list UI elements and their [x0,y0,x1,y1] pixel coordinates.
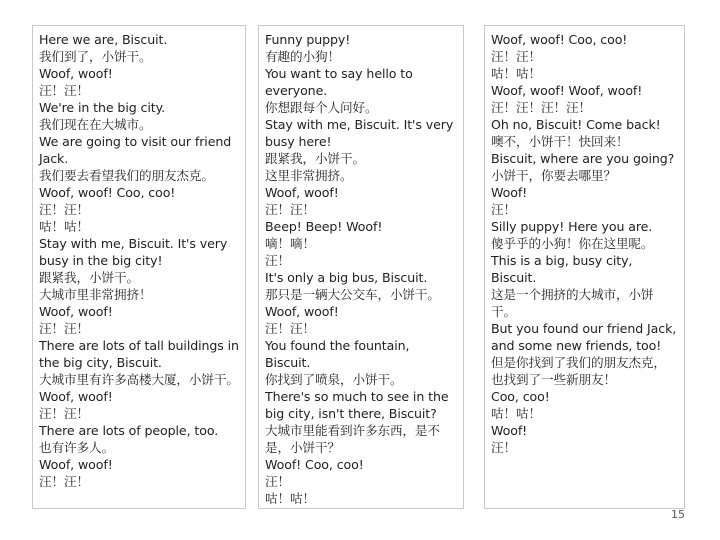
text-line: We're in the big city. [39,100,166,115]
text-line: 汪！ [491,440,516,455]
text-line: 汪！汪！ [39,406,89,421]
text-line: There are lots of people, too. [39,423,219,438]
text-line: 你想跟每个人问好。 [265,100,378,115]
text-line: 汪！汪！ [39,474,89,489]
text-line: 我们现在在大城市。 [39,117,152,132]
text-line: Woof! Coo, coo! [265,457,364,472]
text-line: 大城市里有许多高楼大厦，小饼干。 [39,372,239,387]
text-line: 有趣的小狗！ [265,49,340,64]
page-number: 15 [671,508,685,521]
text-line: 汪！汪！ [265,321,315,336]
text-line: 汪！ [265,253,290,268]
text-line: 咕！咕！ [265,491,315,506]
text-line: Woof, woof! [265,185,339,200]
text-line: Woof, woof! Coo, coo! [39,185,176,200]
text-line: 傻乎乎的小狗！你在这里呢。 [491,236,654,251]
text-line: Oh no, Biscuit! Come back! [491,117,661,132]
text-line: It's only a big bus, Biscuit. [265,270,428,285]
text-line: 你找到了喷泉，小饼干。 [265,372,403,387]
text-line: 咕！咕！ [491,66,541,81]
text-line: 也有许多人。 [39,440,114,455]
text-line: Coo, coo! [491,389,550,404]
text-column-left [32,25,246,509]
text-line: 那只是一辆大公交车，小饼干。 [265,287,440,302]
text-line: 汪！汪！ [39,321,89,336]
text-line: You want to say hello to everyone. [265,66,413,98]
text-line: Silly puppy! Here you are. [491,219,653,234]
text-line: 汪！汪！ [39,202,89,217]
text-line: 汪！汪！ [265,202,315,217]
text-line: 跟紧我，小饼干。 [39,270,139,285]
text-line: Stay with me, Biscuit. It's very busy here! [265,117,454,149]
text-line: 嘀！嘀！ [265,236,315,251]
text-line: Woof, woof! [39,457,113,472]
text-line: Woof, woof! [265,304,339,319]
text-line: Biscuit, where are you going? [491,151,675,166]
text-line: Woof! [491,185,528,200]
text-line: 小饼干，你要去哪里？ [491,168,616,183]
text-line: 汪！汪！ [39,83,89,98]
text-line: There are lots of tall buildings in the big city, Biscuit. [39,338,239,370]
text-line: Woof, woof! [39,304,113,319]
text-line: 我们到了，小饼干。 [39,49,152,64]
text-line: 我们要去看望我们的朋友杰克。 [39,168,214,183]
text-line: Woof, woof! [39,66,113,81]
text-line: Here we are, Biscuit. [39,32,168,47]
text-line: Woof, woof! Coo, coo! [491,32,628,47]
text-line: 咕！咕！ [39,219,89,234]
text-line: 汪！汪！ [491,49,541,64]
text-line: But you found our friend Jack, and some new friends, too! [491,321,677,353]
text-line: Beep! Beep! Woof! [265,219,383,234]
text-line: 汪！汪！汪！汪！ [491,100,591,115]
text-line: 大城市里非常拥挤！ [39,287,152,302]
text-line: 噢不，小饼干！快回来！ [491,134,629,149]
text-column-right [484,25,685,509]
text-line: 但是你找到了我们的朋友杰克，也找到了一些新朋友！ [491,355,666,387]
text-line: Funny puppy! [265,32,351,47]
text-line: 汪！ [265,474,290,489]
text-line: 这是一个拥挤的大城市，小饼干。 [491,287,654,319]
text-line: You found the fountain, Biscuit. [265,338,410,370]
text-line: 这里非常拥挤。 [265,168,353,183]
text-column-middle [258,25,464,509]
text-line: 汪！ [491,202,516,217]
text-line: 咕！咕！ [491,406,541,421]
text-line: There's so much to see in the big city, isn't there, Biscuit? [265,389,449,421]
text-line: We are going to visit our friend Jack. [39,134,232,166]
text-line: Woof! [491,423,528,438]
text-line: This is a big, busy city, Biscuit. [491,253,633,285]
text-line: 跟紧我，小饼干。 [265,151,365,166]
text-line: Stay with me, Biscuit. It's very busy in the big city! [39,236,228,268]
text-line: Woof, woof! Woof, woof! [491,83,643,98]
text-line: 大城市里能看到许多东西，是不是，小饼干？ [265,423,440,455]
text-line: Woof, woof! [39,389,113,404]
